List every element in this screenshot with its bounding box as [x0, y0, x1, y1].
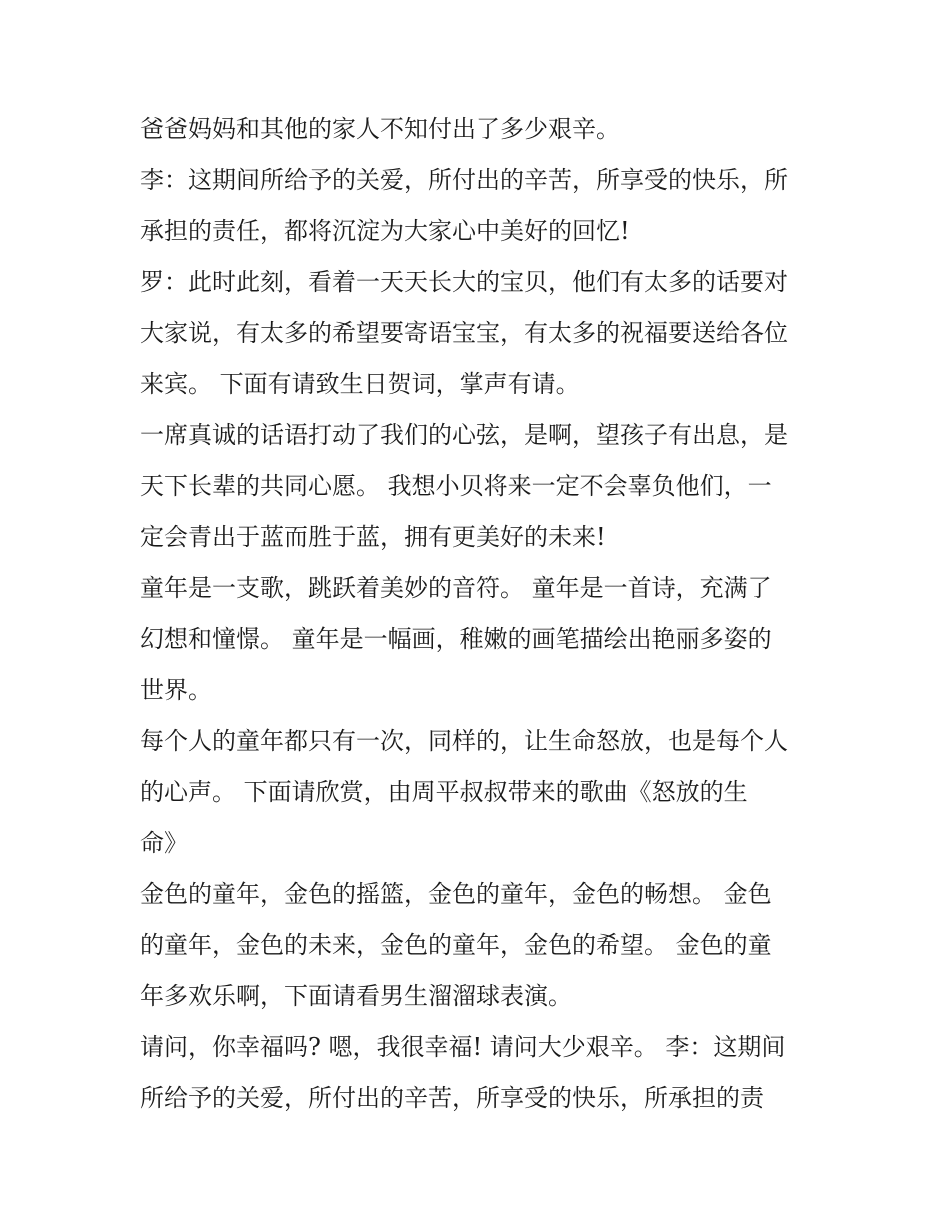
text-line: 所给予的关爱，所付出的辛苦，所享受的快乐，所承担的责 [140, 1084, 764, 1112]
text-line: 爸爸妈妈和其他的家人不知付出了多少艰辛。 [140, 115, 620, 143]
text-line: 一席真诚的话语打动了我们的心弦，是啊，望孩子有出息，是 [140, 421, 788, 449]
text-line: 命》 [140, 829, 188, 857]
text-line: 年多欢乐啊，下面请看男生溜溜球表演。 [140, 982, 572, 1010]
text-line: 的童年，金色的未来，金色的童年，金色的希望。 金色的童 [140, 931, 772, 959]
text-line: 承担的责任，都将沉淀为大家心中美好的回忆! [140, 217, 630, 245]
text-line: 的心声。 下面请欣赏，由周平叔叔带来的歌曲《怒放的生 [140, 778, 748, 806]
text-line: 来宾。 下面有请致生日贺词，掌声有请。 [140, 370, 580, 398]
text-line: 每个人的童年都只有一次，同样的，让生命怒放，也是每个人 [140, 727, 788, 755]
text-line: 幻想和憧憬。 童年是一幅画，稚嫩的画笔描绘出艳丽多姿的 [140, 625, 772, 653]
text-line: 金色的童年，金色的摇篮，金色的童年，金色的畅想。 金色 [140, 880, 772, 908]
text-line: 童年是一支歌，跳跃着美妙的音符。 童年是一首诗，充满了 [140, 574, 772, 602]
text-line: 天下长辈的共同心愿。 我想小贝将来一定不会辜负他们，一 [140, 472, 772, 500]
text-line: 定会青出于蓝而胜于蓝，拥有更美好的未来! [140, 523, 606, 551]
text-line: 大家说，有太多的希望要寄语宝宝，有太多的祝福要送给各位 [140, 319, 788, 347]
text-line: 请问，你幸福吗? 嗯，我很幸福! 请问大少艰辛。 李：这期间 [140, 1033, 786, 1061]
text-line: 李：这期间所给予的关爱，所付出的辛苦，所享受的快乐，所 [140, 166, 788, 194]
text-line: 世界。 [140, 676, 212, 704]
text-line: 罗：此时此刻，看着一天天长大的宝贝，他们有太多的话要对 [140, 268, 788, 296]
